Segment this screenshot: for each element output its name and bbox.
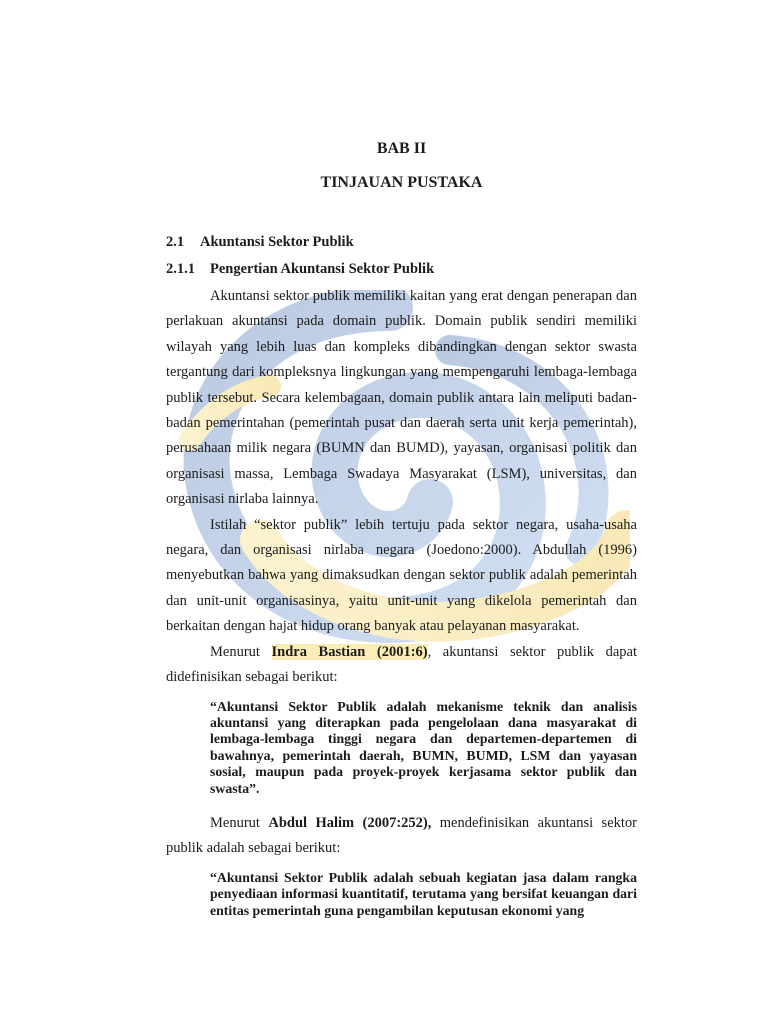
- chapter-label: BAB II: [376, 140, 427, 157]
- subsection-number: 2.1.1: [166, 261, 195, 277]
- chapter-title: TINJAUAN PUSTAKA: [320, 174, 483, 191]
- quote-1: “Akuntansi Sektor Publik adalah mekanisme teknik dan analisis akuntansi yang diterapkan pada pengelolaan dana masyarakat di lembaga-lembaga tinggi negara dan departemen-departemen di bawahnya, pemerintah daerah, BUMN, BUMD, LSM dan yayasan sosial, maupun pada proyek-proyek kerjasama sektor publik dan swasta”.: [210, 698, 637, 796]
- paragraph-3: [166, 640, 637, 691]
- paragraph-4-rest: mendefinisikan akuntansi sektor publik adalah sebagai berikut:: [166, 814, 637, 857]
- quote-2: “Akuntansi Sektor Publik adalah sebuah kegiatan jasa dalam rangka penyediaan informasi kuantitatif, terutama yang bersifat keuangan dari entitas pemerintah guna pengambilan keputusan ekonomi yang: [210, 869, 637, 918]
- citation-abdul-halim: Abdul Halim (2007:252),: [268, 814, 432, 831]
- paragraph-4-lead: Menurut: [210, 814, 269, 831]
- paragraph-3-rest: , akuntansi sektor publik dapat didefinisikan sebagai berikut:: [166, 643, 638, 686]
- subsection-heading: [166, 259, 637, 279]
- section-number: 2.1: [166, 234, 185, 250]
- subsection-title: Pengertian Akuntansi Sektor Publik: [210, 261, 435, 277]
- section-title: Akuntansi Sektor Publik: [200, 234, 354, 250]
- citation-indra-bastian: Indra Bastian (2001:6): [271, 643, 428, 660]
- paragraph-2: Istilah “sektor publik” lebih tertuju pada sektor negara, usaha-usaha negara, dan organisasi nirlaba negara (Joedono:2000). Abdullah (1996) menyebutkan bahwa yang dimaksudkan dengan sektor publik adalah pemerintah dan unit-unit organisasinya, yaitu unit-unit yang dikelola pemerintah dan berkaitan dengan hajat hidup orang banyak atau pelayanan masyarakat.: [166, 516, 637, 635]
- paragraph-3-lead: Menurut: [210, 643, 272, 660]
- section-heading: [166, 232, 637, 252]
- document-content: [166, 138, 637, 919]
- paragraph-1: Akuntansi sektor publik memiliki kaitan yang erat dengan penerapan dan perlakuan akuntansi pada domain publik. Domain publik sendiri memiliki wilayah yang lebih luas dan kompleks dibandingkan dengan sektor swasta tergantung dari kompleksnya lingkungan yang mempengaruhi lembaga-lembaga publik tersebut. Secara kelembagaan, domain publik antara lain meliputi badan-badan pemerintahan (pemerintah pusat dan daerah serta unit kerja pemerintah), perusahaan milik negara (BUMN dan BUMD), yayasan, organisasi politik dan organisasi massa, Lembaga Swadaya Masyarakat (LSM), universitas, dan organisasi nirlaba lainnya.: [166, 288, 637, 508]
- paragraph-4: [166, 811, 637, 862]
